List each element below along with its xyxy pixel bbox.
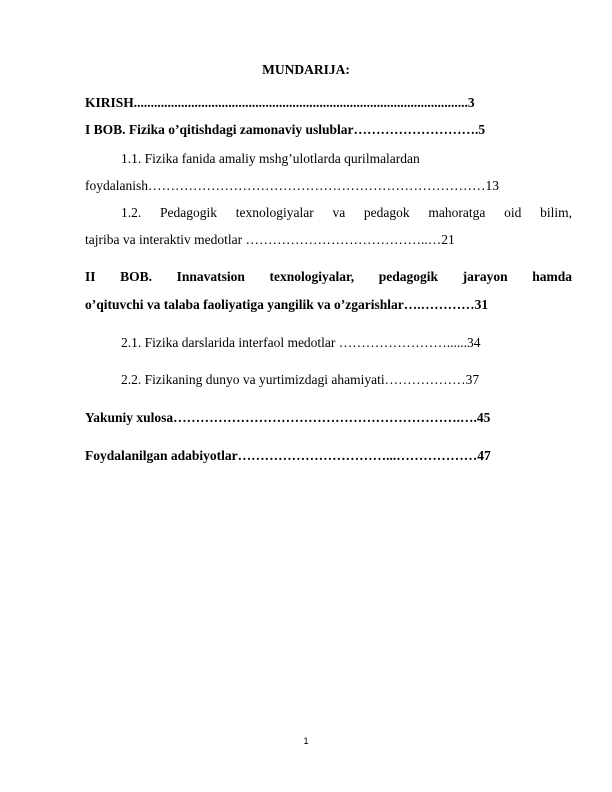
- toc-entry-section-1-2-line2: tajriba va interaktiv medotlar …………………………………..…21: [85, 232, 455, 247]
- toc-entry-bob1: I BOB. Fizika o’qitishdagi zamonaviy uslublar……………………….5: [85, 122, 486, 137]
- toc-entry-section-2-1: 2.1. Fizika darslarida interfaol medotlar ……………………......34: [121, 335, 481, 350]
- page-number: 1: [303, 736, 309, 746]
- toc-entry-section-2-2: 2.2. Fizikaning dunyo va yurtimizdagi ahamiyati………………37: [121, 372, 480, 387]
- toc-entry-bob2-line2: o’qituvchi va talaba faoliyatiga yangilik va o’zgarishlar….…………31: [85, 297, 489, 312]
- toc-title: MUNDARIJA:: [262, 62, 350, 77]
- toc-entry-bob2-line1: II BOB. Innavatsion texnologiyalar, pedagogik jarayon hamda: [85, 269, 572, 284]
- toc-entry-xulosa: Yakuniy xulosa……………………………………………………….….45: [85, 410, 491, 425]
- toc-entry-section-1-1-line2: foydalanish…………………………………………………………………13: [85, 178, 499, 193]
- toc-entry-kirish: KIRISH...................................................................................................3: [85, 95, 475, 110]
- toc-entry-section-1-1-line1: 1.1. Fizika fanida amaliy mshg’ulotlarda qurilmalardan: [121, 151, 420, 166]
- toc-entry-section-1-2-line1: 1.2. Pedagogik texnologiyalar va pedagok mahoratga oid bilim,: [121, 205, 572, 220]
- toc-entry-adabiyotlar: Foydalanilgan adabiyotlar……………………………...………………47: [85, 448, 491, 463]
